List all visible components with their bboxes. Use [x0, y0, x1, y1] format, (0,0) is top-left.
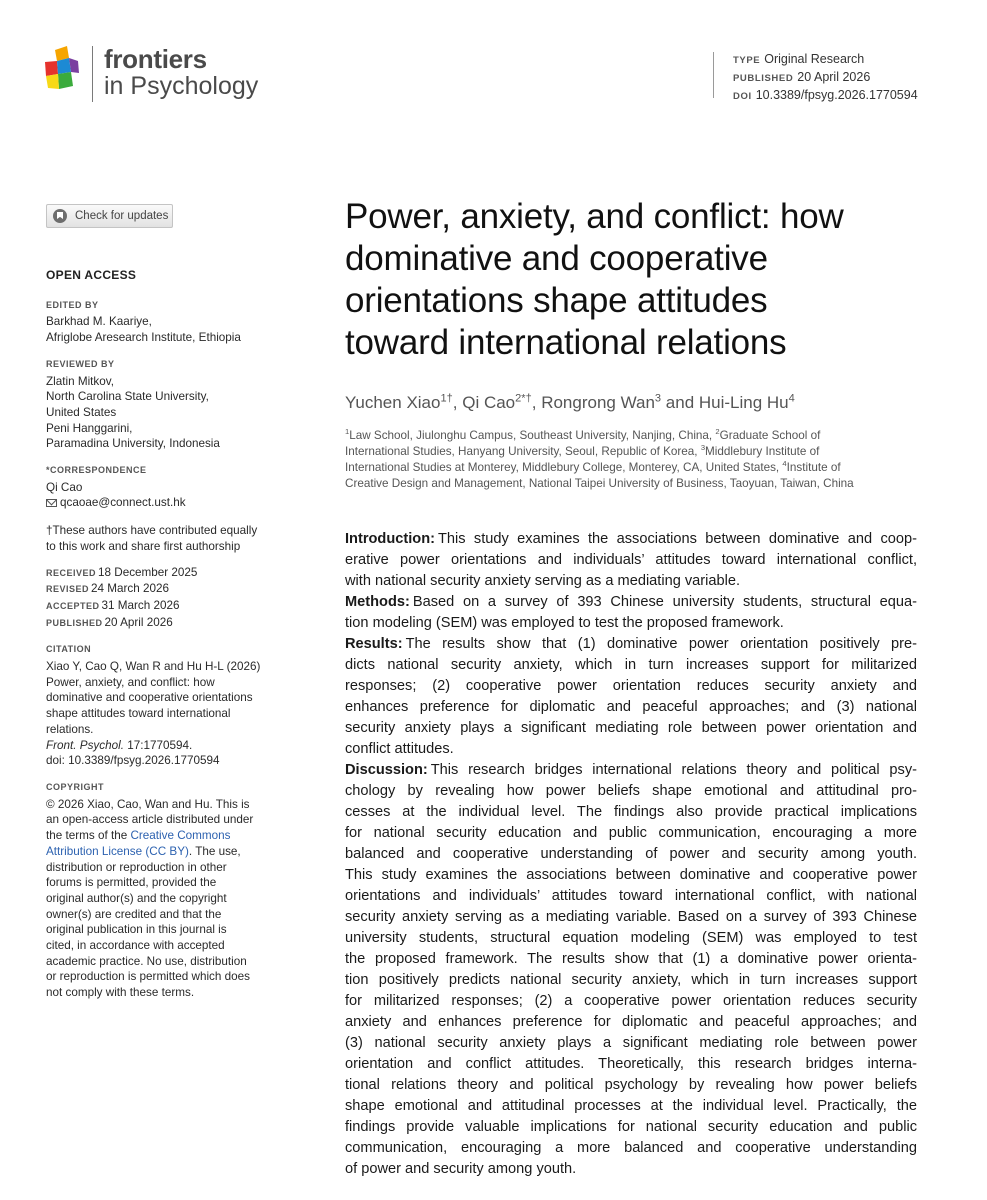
sidebar-line: original publication in this journal is — [46, 923, 227, 937]
meta-key: PUBLISHED — [733, 73, 794, 84]
sidebar-line: North Carolina State University, — [46, 390, 209, 404]
author-name: Rongrong Wan — [541, 393, 655, 412]
logo-divider — [92, 46, 93, 102]
abstract-line — [345, 865, 917, 886]
abstract-line — [345, 1117, 917, 1138]
mail-icon — [46, 499, 57, 507]
correspondence-name: Qi Cao — [46, 480, 83, 494]
sidebar-line: United States — [46, 405, 117, 419]
sidebar-line: Barkhad M. Kaariye, — [46, 315, 152, 329]
sidebar-line: to this work and share first authorship — [46, 539, 241, 553]
affiliation-line — [345, 428, 905, 444]
abstract-line — [345, 844, 917, 865]
date-key: PUBLISHED — [46, 617, 103, 628]
affiliation-text: Law School, Jiulonghu Campus, Southeast University, Nanjing, China, — [349, 429, 716, 442]
meta-line — [733, 51, 918, 69]
copyright-line-1 — [46, 828, 278, 844]
affiliation-text: Creative Design and Management, National Taipei University of Business, Taoyuan, Taiwan, China — [345, 477, 854, 490]
sidebar-line: © 2026 Xiao, Cao, Wan and Hu. This is — [46, 797, 250, 811]
abstract-text: security anxiety plays a significant mediating role between power orientation and — [345, 720, 917, 736]
citation-journal-line — [46, 738, 278, 754]
abstract-text: cesses at the individual level. The findings also provide practical implications — [345, 804, 917, 820]
meta-value: 10.3389/fpsyg.2026.1770594 — [755, 88, 918, 102]
affiliation-number: 3 — [700, 443, 706, 453]
copyright-terms — [46, 860, 278, 1001]
abstract-text: university students, structural equation modeling (SEM) was employed to test — [345, 930, 917, 946]
copyright-heading: COPYRIGHT — [46, 781, 105, 792]
affiliation-text: Graduate School of — [719, 429, 821, 442]
abstract-line — [345, 697, 917, 718]
affiliation-text: Institute of — [786, 461, 841, 474]
sidebar-line: owner(s) are credited and that the — [46, 907, 222, 921]
abstract-line — [345, 1159, 917, 1180]
date-value: 18 December 2025 — [98, 565, 198, 579]
date-value: 20 April 2026 — [104, 615, 173, 629]
citation-doi: doi: 10.3389/fpsyg.2026.1770594 — [46, 754, 220, 768]
abstract-line — [345, 550, 917, 571]
sidebar-line: shape attitudes toward international — [46, 707, 231, 721]
author-separator: , — [452, 393, 463, 412]
sidebar-line: or reproduction is permitted which does — [46, 970, 250, 984]
sidebar-line: dominative and cooperative orientations — [46, 691, 253, 705]
sidebar-line: Afriglobe Aresearch Institute, Ethiopia — [46, 331, 241, 345]
sidebar-line: distribution or reproduction in other — [46, 860, 227, 874]
abstract-line — [345, 928, 917, 949]
abstract-text: This study examines the associations between dominative and cooperative power — [345, 867, 917, 883]
author-separator: and — [661, 393, 699, 412]
abstract-line — [345, 949, 917, 970]
title-line: orientations shape attitudes — [345, 281, 768, 320]
abstract-line — [345, 634, 917, 655]
copyright-text-part: the terms of the — [46, 829, 131, 843]
affiliation-text: International Studies, Hanyang University, Seoul, Republic of Korea, — [345, 445, 701, 458]
brand-name: frontiers — [104, 44, 207, 74]
abstract-text: for militarized responses; (2) a cooperative power orientation reduces security — [345, 993, 917, 1009]
citation-volume: 17:1770594. — [123, 738, 193, 752]
abstract-line — [345, 739, 917, 760]
abstract-line — [345, 1033, 917, 1054]
abstract-line — [345, 886, 917, 907]
author-name: Hui-Ling Hu — [698, 393, 789, 412]
check-for-updates-button[interactable] — [46, 204, 173, 228]
abstract-text: orientations and individuals’ attitudes toward international conflict, with national — [345, 888, 917, 904]
copyright-line-2 — [46, 844, 278, 860]
cc-license-link[interactable]: Creative Commons — [130, 829, 231, 843]
abstract-text: orientation and conflict attitudes. Theoretically, this research bridges interna- — [345, 1056, 917, 1072]
check-for-updates-label: Check for updates — [75, 210, 169, 222]
cc-license-link-2[interactable]: Attribution License (CC BY) — [46, 844, 189, 858]
abstract-line — [345, 613, 917, 634]
date-line — [46, 581, 278, 598]
abstract-text: of power and security among youth. — [345, 1161, 577, 1177]
sidebar-line: Power, anxiety, and conflict: how — [46, 675, 215, 689]
sidebar-line: Xiao Y, Cao Q, Wan R and Hu H-L (2026) — [46, 660, 261, 674]
abstract-section-label: Results: — [345, 636, 403, 652]
date-key: RECEIVED — [46, 567, 97, 578]
abstract-text: communication, encouraging a more balanced and cooperative understanding — [345, 1140, 917, 1156]
abstract-line — [345, 676, 917, 697]
journal-brand — [104, 46, 258, 99]
abstract-text: balanced and cooperative understanding of power and security among youth. — [345, 846, 917, 862]
abstract-line — [345, 1075, 917, 1096]
meta-value: Original Research — [764, 52, 865, 66]
meta-divider — [713, 52, 714, 98]
article-dates — [46, 565, 278, 632]
abstract-line — [345, 1138, 917, 1159]
sidebar-line: not comply with these terms. — [46, 986, 195, 1000]
author-affiliation-mark: 1† — [440, 392, 453, 405]
abstract-line — [345, 991, 917, 1012]
sidebar-line: academic practice. No use, distribution — [46, 954, 247, 968]
sidebar-line: Zlatin Mitkov, — [46, 374, 114, 388]
abstract — [345, 529, 917, 1180]
date-line — [46, 598, 278, 615]
sidebar-line: relations. — [46, 722, 94, 736]
journal-name: in Psychology — [104, 72, 259, 100]
abstract-text: dicts national security anxiety, which in turn increases support for militarized — [345, 657, 917, 673]
abstract-section-label: Methods: — [345, 594, 410, 610]
affiliation-number: 4 — [782, 459, 787, 469]
sidebar-line: original author(s) and the copyright — [46, 891, 227, 905]
abstract-line — [345, 592, 917, 613]
reviewed-by — [46, 374, 278, 453]
abstract-line — [345, 718, 917, 739]
author-name: Qi Cao — [462, 393, 516, 412]
abstract-text: Based on a survey of 393 Chinese university students, structural equa- — [412, 594, 917, 610]
abstract-line — [345, 571, 917, 592]
affiliation-line — [345, 476, 905, 492]
date-key: ACCEPTED — [46, 600, 100, 611]
sidebar-line: forums is permitted, provided the — [46, 876, 217, 890]
author-affiliation-mark: 3 — [654, 392, 662, 405]
sidebar-line: cited, in accordance with accepted — [46, 939, 225, 953]
abstract-text: findings provide valuable implications for national security education and public — [345, 1119, 917, 1135]
edited-by — [46, 314, 278, 345]
abstract-text: security anxiety serving as a mediating variable. Based on a survey of 393 Chinese — [345, 909, 917, 925]
article-info-sidebar — [46, 268, 278, 1001]
abstract-section-label: Discussion: — [345, 762, 428, 778]
date-key: REVISED — [46, 584, 90, 595]
abstract-line — [345, 760, 917, 781]
date-value: 24 March 2026 — [91, 582, 169, 596]
meta-key: DOI — [733, 91, 752, 102]
date-value: 31 March 2026 — [101, 598, 180, 612]
abstract-line — [345, 907, 917, 928]
abstract-line — [345, 529, 917, 550]
affiliation-number: 2 — [715, 427, 720, 437]
abstract-text: enhances preference for diplomatic and peaceful approaches; and (3) national — [345, 699, 917, 715]
sidebar-line: Peni Hanggarini, — [46, 421, 133, 435]
abstract-line — [345, 802, 917, 823]
copyright-text-part: . The use, — [188, 844, 241, 858]
reviewed-by-heading: REVIEWED BY — [46, 358, 115, 369]
title-line: dominative and cooperative — [345, 239, 768, 278]
abstract-line — [345, 823, 917, 844]
affiliation-number: 1 — [345, 427, 350, 437]
author-separator: , — [531, 393, 542, 412]
abstract-section-label: Introduction: — [345, 531, 435, 547]
date-line — [46, 615, 278, 632]
correspondence-email[interactable]: qcaoae@connect.ust.hk — [60, 496, 186, 510]
equal-contribution-note — [46, 523, 278, 554]
citation-journal: Front. Psychol. — [46, 738, 124, 752]
author-list — [345, 393, 795, 413]
abstract-line — [345, 1096, 917, 1117]
copyright-text — [46, 797, 278, 828]
author-name: Yuchen Xiao — [345, 393, 441, 412]
abstract-text: tion modeling (SEM) was employed to test the proposed framework. — [345, 615, 784, 631]
abstract-line — [345, 1054, 917, 1075]
abstract-text: erative power orientations and individuals’ attitudes toward international conflict, — [345, 552, 917, 568]
article-meta — [733, 51, 918, 105]
affiliation-line — [345, 460, 905, 476]
abstract-line — [345, 781, 917, 802]
citation-heading: CITATION — [46, 644, 92, 655]
abstract-line — [345, 655, 917, 676]
abstract-text: This study examines the associations between dominative and coop- — [437, 531, 917, 547]
correspondence-email-line — [46, 495, 278, 511]
affiliations — [345, 428, 905, 492]
abstract-text: conflict attitudes. — [345, 741, 454, 757]
sidebar-line: an open-access article distributed under — [46, 813, 254, 827]
meta-value: 20 April 2026 — [797, 70, 871, 84]
abstract-line — [345, 970, 917, 991]
abstract-text: chology by revealing how power beliefs shape emotional and attitudinal pro- — [345, 783, 917, 799]
abstract-text: anxiety and enhances preference for diplomatic and peaceful approaches; and — [345, 1014, 917, 1030]
abstract-text: tional relations theory and political psychology by revealing how power beliefs — [345, 1077, 917, 1093]
title-line: toward international relations — [345, 323, 787, 362]
affiliation-text: International Studies at Monterey, Middlebury College, Monterey, CA, United States, — [345, 461, 783, 474]
abstract-text: The results show that (1) dominative power orientation positively pre- — [405, 636, 917, 652]
meta-line — [733, 87, 918, 105]
citation — [46, 659, 278, 738]
article-title — [345, 196, 945, 364]
correspondence-heading: *CORRESPONDENCE — [46, 465, 147, 476]
open-access-label: OPEN ACCESS — [46, 268, 137, 282]
affiliation-line — [345, 444, 905, 460]
affiliation-text: Middlebury Institute of — [705, 445, 820, 458]
edited-by-heading: EDITED BY — [46, 299, 99, 310]
abstract-text: This research bridges international relations theory and political psy- — [430, 762, 917, 778]
author-affiliation-mark: 4 — [788, 392, 795, 405]
meta-line — [733, 69, 918, 87]
abstract-text: (3) national security anxiety plays a significant mediating role between power — [345, 1035, 917, 1051]
abstract-line — [345, 1012, 917, 1033]
abstract-text: shape emotional and attitudinal processes at the individual level. Practically, the — [345, 1098, 917, 1114]
sidebar-line: Paramadina University, Indonesia — [46, 437, 220, 451]
bookmark-icon — [53, 209, 67, 223]
abstract-text: the proposed framework. The results show that (1) a dominative power orienta- — [345, 951, 917, 967]
author-affiliation-mark: 2*† — [515, 392, 532, 405]
abstract-text: responses; (2) cooperative power orientation reduces security anxiety and — [345, 678, 917, 694]
sidebar-line: †These authors have contributed equally — [46, 524, 258, 538]
meta-key: TYPE — [733, 55, 761, 66]
frontiers-logo — [45, 46, 79, 90]
abstract-text: for national security education and public communication, encouraging a more — [345, 825, 917, 841]
abstract-text: with national security anxiety serving as a mediating variable. — [345, 573, 741, 589]
title-line: Power, anxiety, and conflict: how — [345, 197, 844, 236]
abstract-text: tion positively predicts national security anxiety, which in turn increases support — [345, 972, 917, 988]
date-line — [46, 565, 278, 582]
